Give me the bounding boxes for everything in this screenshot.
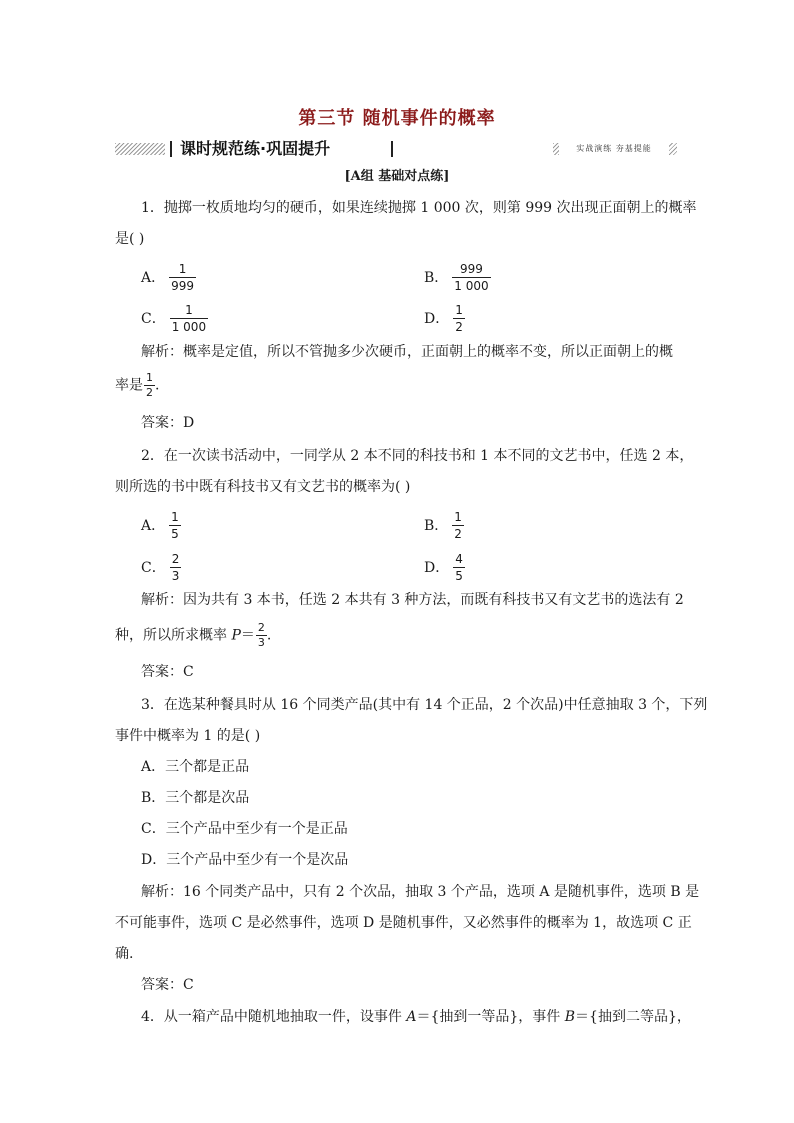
band-divider-right (391, 141, 393, 157)
fraction: $\frac{1}{2}$ (454, 510, 462, 541)
q3-analysis-line1: 解析：16 个同类产品中，只有 2 个次品，抽取 3 个产品，选项 A 是随机事件，选项 B 是 (141, 884, 700, 900)
fraction: $\frac{1}{2}$ (455, 303, 463, 334)
q3-analysis-line2: 不可能事件，选项 C 是必然事件，选项 D 是随机事件，又必然事件的概率为 1，故选项 C 正 (115, 915, 692, 931)
q1-option-b: B． $\frac{999}{1 000}$ (424, 262, 489, 293)
q4-stem-line1: 4．从一箱产品中随机地抽取一件，设事件 A＝{抽到一等品}，事件 B＝{抽到二等品}， (141, 1009, 691, 1025)
q3-analysis-line3: 确. (115, 946, 134, 962)
q1-option-c: C． $\frac{1}{1 000}$ (141, 303, 207, 334)
q2-option-c: C． $\frac{2}{3}$ (141, 552, 180, 583)
q2-stem-line2: 则所选的书中既有科技书又有文艺书的概率为( ) (115, 479, 411, 495)
q3-answer: 答案：C (141, 977, 194, 993)
hatch-decoration-left (115, 143, 165, 155)
q2-option-a: A． $\frac{1}{5}$ (141, 510, 179, 541)
q2-option-d: D． $\frac{4}{5}$ (424, 552, 463, 583)
group-label: [A组 基础对点练] (344, 169, 450, 184)
band-tag: 实战演练 夯基提能 (559, 142, 669, 156)
q2-answer: 答案：C (141, 664, 194, 680)
q2-analysis-line2: 种，所以所求概率 P＝ $\frac{2}{3}$ . (115, 621, 272, 649)
fraction: $\frac{4}{5}$ (455, 552, 463, 583)
q1-analysis-line1: 解析：概率是定值，所以不管抛多少次硬币，正面朝上的概率不变，所以正面朝上的概 (141, 344, 673, 360)
q2-stem-line1: 2．在一次读书活动中，一同学从 2 本不同的科技书和 1 本不同的文艺书中，任选 2 本， (141, 448, 694, 464)
q1-answer: 答案：D (141, 415, 195, 431)
q3-option-d: D．三个产品中至少有一个是次品 (141, 852, 349, 868)
q1-option-a: A． $\frac{1}{999}$ (141, 262, 195, 293)
q3-option-a: A．三个都是正品 (141, 759, 250, 775)
fraction: $\frac{1}{1 000}$ (171, 303, 207, 334)
section-title: 第三节 随机事件的概率 (298, 108, 496, 129)
fraction: $\frac{1}{2}$ (146, 371, 153, 399)
q3-stem-line2: 事件中概率为 1 的是( ) (115, 728, 261, 744)
q3-option-c: C．三个产品中至少有一个是正品 (141, 821, 348, 837)
q1-option-d: D． $\frac{1}{2}$ (424, 303, 463, 334)
fraction: $\frac{1}{5}$ (171, 510, 179, 541)
practice-band (115, 139, 677, 159)
q1-stem-line1: 1．抛掷一枚质地均匀的硬币，如果连续抛掷 1 000 次，则第 999 次出现正面朝上的概率 (141, 200, 697, 216)
fraction: $\frac{2}{3}$ (257, 621, 265, 649)
q1-stem-line2: 是( ) (115, 231, 145, 247)
fraction: $\frac{999}{1 000}$ (454, 262, 489, 293)
q3-option-b: B．三个都是次品 (141, 790, 250, 806)
q2-option-b: B． $\frac{1}{2}$ (424, 510, 462, 541)
fraction: $\frac{1}{999}$ (171, 262, 195, 293)
q2-analysis-line1: 解析：因为共有 3 本书，任选 2 本共有 3 种方法，而既有科技书又有文艺书的选法有 2 (141, 592, 684, 608)
fraction: $\frac{2}{3}$ (171, 552, 180, 583)
q3-stem-line1: 3．在选某种餐具时从 16 个同类产品(其中有 14 个正品，2 个次品)中任意抽取 3 个，下列 (141, 697, 708, 713)
q1-analysis-line2: 率是 $\frac{1}{2}$ . (115, 371, 160, 399)
band-divider-left (170, 141, 172, 157)
band-title: 课时规范练·巩固提升 (180, 139, 331, 158)
